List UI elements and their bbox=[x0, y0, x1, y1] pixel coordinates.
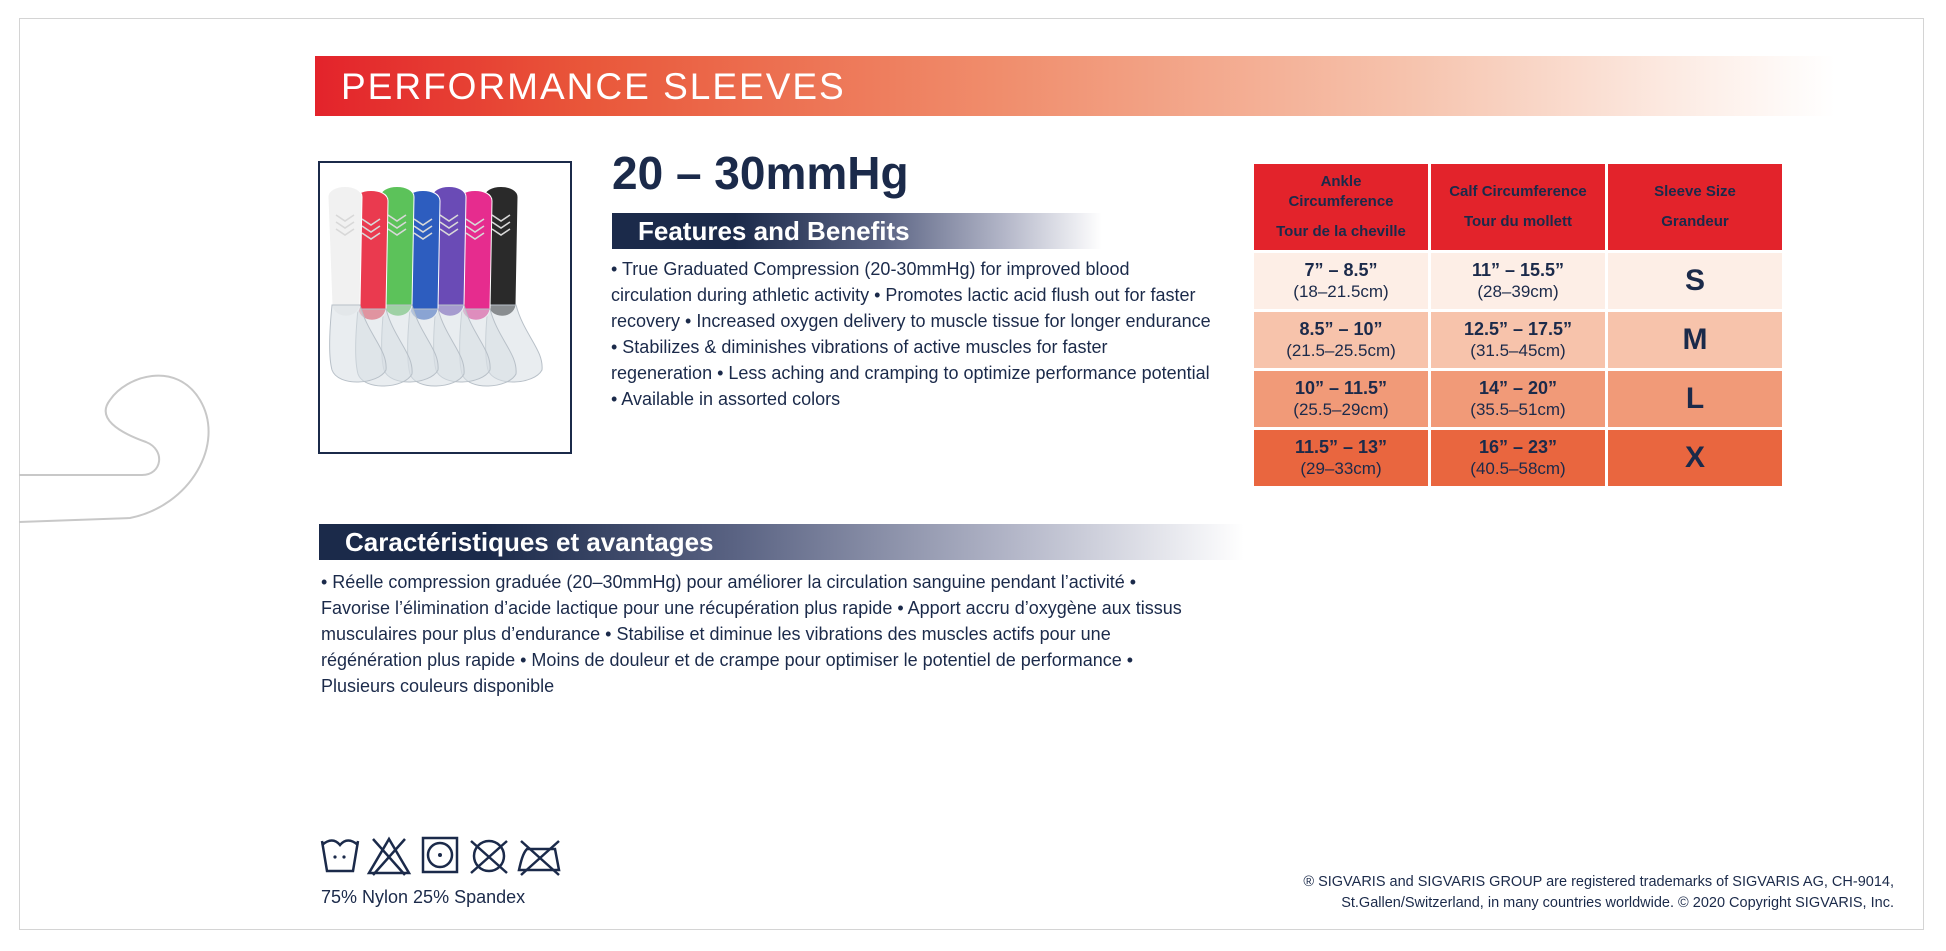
header-ankle-en: Ankle Circumference bbox=[1288, 173, 1394, 210]
table-row bbox=[1253, 311, 1784, 370]
calf-inches: 14” – 20” bbox=[1478, 378, 1558, 398]
title-banner bbox=[315, 56, 1835, 116]
do-not-bleach-icon bbox=[369, 839, 409, 875]
size-cell bbox=[1607, 311, 1784, 370]
header-calf-en: Calf Circumference bbox=[1449, 183, 1587, 200]
ankle-inches: 11.5” – 13” bbox=[1294, 437, 1388, 457]
ankle-inches: 8.5” – 10” bbox=[1299, 319, 1383, 339]
table-row bbox=[1253, 370, 1784, 429]
calf-cell bbox=[1430, 311, 1607, 370]
header-size bbox=[1607, 163, 1784, 252]
ankle-cm: (25.5–29cm) bbox=[1293, 400, 1389, 419]
calf-cm: (28–39cm) bbox=[1477, 282, 1559, 301]
legal-line-1: ® SIGVARIS and SIGVARIS GROUP are registered trademarks of SIGVARIS AG, CH-9014, bbox=[1303, 874, 1894, 890]
features-heading-fr: Caractéristiques et avantages bbox=[319, 524, 1244, 560]
ankle-cell bbox=[1253, 429, 1430, 488]
ankle-cell bbox=[1253, 311, 1430, 370]
fabric-composition: 75% Nylon 25% Spandex bbox=[321, 887, 526, 907]
calf-cell bbox=[1430, 252, 1607, 311]
size-letter: M bbox=[1682, 323, 1708, 356]
product-image bbox=[318, 161, 572, 454]
care-symbols bbox=[319, 835, 564, 879]
ankle-cm: (18–21.5cm) bbox=[1293, 282, 1389, 301]
header-size-fr: Grandeur bbox=[1661, 213, 1729, 230]
features-heading-en: Features and Benefits bbox=[612, 213, 1102, 249]
legal-notice bbox=[1274, 872, 1894, 914]
header-ankle-fr: Tour de la cheville bbox=[1276, 223, 1406, 240]
calf-inches: 11” – 15.5” bbox=[1471, 260, 1565, 280]
ankle-inches: 7” – 8.5” bbox=[1304, 260, 1378, 280]
calf-cm: (35.5–51cm) bbox=[1470, 400, 1566, 419]
features-text-fr: • Réelle compression graduée (20–30mmHg) pour améliorer la circulation sanguine pendant l’activité • Favorise l’élimination d’acide lactique pour une récupération plus rapide • Apport accru d’oxygène aux tissus musculaires pour plus d’endurance • Stabilise et diminue les vibrations des muscles actifs pour une régénération plus rapide • Moins de douleur et de crampe pour optimiser le potentiel de performance • Plusieurs couleurs disponible bbox=[321, 572, 1182, 696]
size-letter: X bbox=[1684, 441, 1705, 474]
sleeve-shape bbox=[328, 187, 362, 317]
size-chart bbox=[1251, 161, 1785, 489]
hanger-hook-outline bbox=[0, 340, 230, 540]
size-cell bbox=[1607, 429, 1784, 488]
do-not-dry-clean-icon bbox=[471, 841, 507, 873]
header-size-en: Sleeve Size bbox=[1654, 183, 1736, 200]
ankle-cell bbox=[1253, 370, 1430, 429]
legal-line-2: St.Gallen/Switzerland, in many countries worldwide. © 2020 Copyright SIGVARIS, Inc. bbox=[1341, 895, 1894, 911]
header-ankle bbox=[1253, 163, 1430, 252]
table-row bbox=[1253, 252, 1784, 311]
size-letter: L bbox=[1685, 382, 1705, 415]
compression-level: 20 – 30mmHg bbox=[612, 147, 909, 199]
size-cell bbox=[1607, 252, 1784, 311]
header-calf bbox=[1430, 163, 1607, 252]
sleeves-illustration bbox=[320, 163, 569, 451]
do-not-iron-icon bbox=[519, 841, 559, 875]
size-cell bbox=[1607, 370, 1784, 429]
header-calf-fr: Tour du mollett bbox=[1463, 213, 1573, 230]
hand-wash-icon bbox=[322, 841, 358, 872]
table-row bbox=[1253, 429, 1784, 488]
calf-cm: (40.5–58cm) bbox=[1470, 459, 1566, 478]
tumble-dry-low-icon bbox=[423, 838, 457, 872]
ankle-inches: 10” – 11.5” bbox=[1294, 378, 1388, 398]
size-letter: S bbox=[1684, 264, 1705, 297]
ankle-cm: (29–33cm) bbox=[1300, 459, 1382, 478]
calf-inches: 16” – 23” bbox=[1478, 437, 1558, 457]
calf-inches: 12.5” – 17.5” bbox=[1463, 319, 1573, 339]
banner-title: PERFORMANCE SLEEVES bbox=[341, 66, 846, 107]
calf-cm: (31.5–45cm) bbox=[1470, 341, 1566, 360]
ankle-cm: (21.5–25.5cm) bbox=[1286, 341, 1396, 360]
calf-cell bbox=[1430, 370, 1607, 429]
features-text-en: • True Graduated Compression (20-30mmHg) for improved blood circulation during athletic activity • Promotes lactic acid flush out for faster recovery • Increased oxygen delivery to muscle tissue for longer endurance • Stabilizes & diminishes vibrations of active muscles for faster regeneration • Less aching and cramping to optimize performance potential • Available in assorted colors bbox=[611, 259, 1211, 409]
ankle-cell bbox=[1253, 252, 1430, 311]
calf-cell bbox=[1430, 429, 1607, 488]
